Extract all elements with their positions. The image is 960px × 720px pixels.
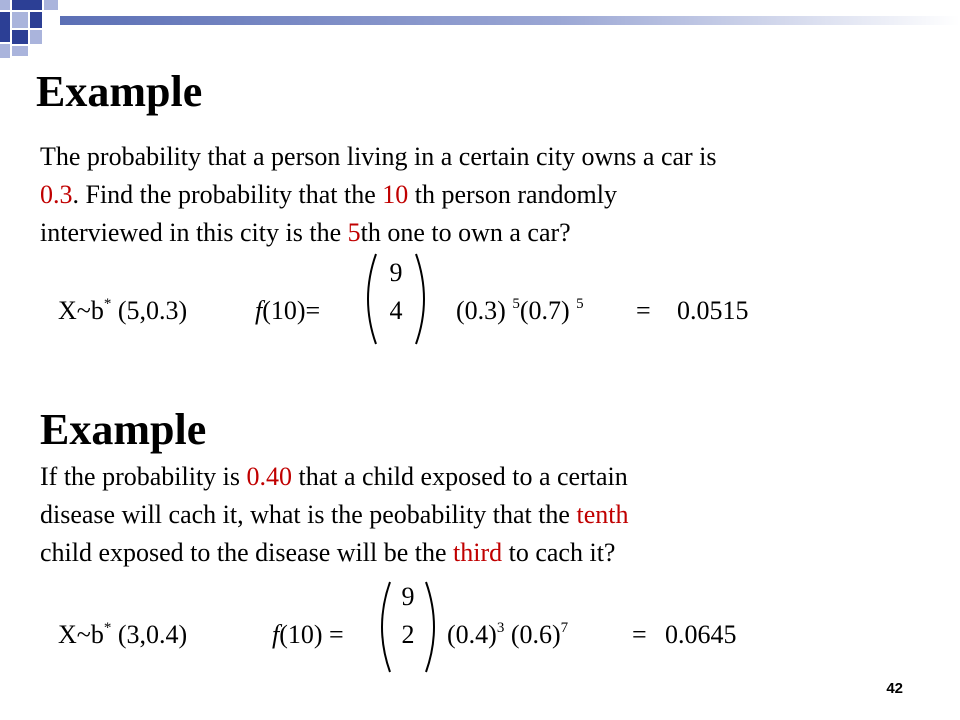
ex1-p-base: (0.3) — [456, 296, 506, 325]
deco-square — [12, 12, 28, 28]
ex1-q-base: (0.7) — [519, 296, 570, 325]
ex1-terms — [456, 296, 584, 326]
ex2-highlight-k: third — [453, 538, 503, 567]
ex1-binom-bottom: 4 — [389, 296, 403, 325]
ex2-highlight-prob: 0.40 — [246, 462, 293, 491]
ex2-p-base: (0.4) — [447, 620, 497, 649]
ex1-highlight-n: 10 — [382, 180, 409, 209]
example-2-problem — [40, 458, 920, 572]
ex2-binom-top: 9 — [401, 582, 415, 611]
ex1-f-arg: (10)= — [262, 296, 321, 325]
deco-square — [30, 30, 42, 44]
ex2-q-exp: 7 — [560, 620, 569, 636]
deco-square — [44, 0, 58, 10]
deco-square — [30, 12, 42, 28]
ex2-text-c: that a child exposed to a certain — [292, 462, 628, 491]
ex2-highlight-n: tenth — [576, 500, 629, 529]
ex2-text-d: disease will cach it, what is the peobability that the — [40, 500, 577, 529]
ex2-p-exp: 3 — [496, 620, 505, 636]
ex2-text-h: to cach it? — [502, 538, 616, 567]
page-number: 42 — [886, 680, 903, 697]
deco-square — [0, 12, 10, 42]
ex1-f-label: f — [255, 296, 263, 325]
ex2-equals: = — [632, 620, 647, 649]
ex1-distribution — [58, 296, 187, 326]
ex2-terms — [447, 620, 568, 650]
ex2-text-a: If the probability is — [40, 462, 247, 491]
ex2-result: 0.0645 — [665, 620, 737, 649]
ex1-q-exp: 5 — [576, 296, 584, 312]
deco-square — [0, 0, 10, 10]
deco-square — [12, 0, 42, 10]
ex2-text-f: child exposed to the disease will be the — [40, 538, 454, 567]
ex1-binom-top: 9 — [389, 258, 403, 287]
ex1-function — [255, 296, 320, 326]
example-2-title: Example — [40, 405, 207, 454]
ex2-distribution — [58, 620, 187, 650]
example-1-title: Example — [36, 67, 203, 116]
ex1-text-c: . Find the probability that the — [72, 180, 383, 209]
ex2-dist-star: * — [103, 620, 112, 636]
ex2-q-base: (0.6) — [510, 620, 561, 649]
ex2-dist-params: (3,0.4) — [117, 620, 188, 649]
example-1-problem — [40, 138, 920, 252]
ex2-f-label: f — [272, 620, 280, 649]
ex1-text-h: th one to own a car? — [360, 218, 571, 247]
ex1-equals: = — [636, 296, 651, 325]
header-rule — [60, 16, 960, 25]
ex2-function — [272, 620, 344, 650]
ex1-dist-params: (5,0.3) — [117, 296, 188, 325]
ex2-binom-bottom: 2 — [401, 620, 415, 649]
ex1-text-f: interviewed in this city is the — [40, 218, 348, 247]
ex1-highlight-k: 5 — [347, 218, 361, 247]
ex1-p-exp: 5 — [512, 296, 520, 312]
deco-square — [0, 44, 10, 58]
ex1-dist-label: X~b — [58, 296, 104, 325]
deco-square — [12, 46, 28, 56]
ex1-dist-star: * — [103, 296, 112, 312]
ex2-f-arg: (10) = — [279, 620, 344, 649]
ex1-text-e: th person randomly — [408, 180, 617, 209]
ex1-result: 0.0515 — [677, 296, 749, 325]
ex1-text-a: The probability that a person living in a certain city owns a car is — [40, 142, 717, 171]
deco-square — [12, 30, 28, 44]
ex2-dist-label: X~b — [58, 620, 104, 649]
ex1-highlight-prob: 0.3 — [40, 180, 73, 209]
